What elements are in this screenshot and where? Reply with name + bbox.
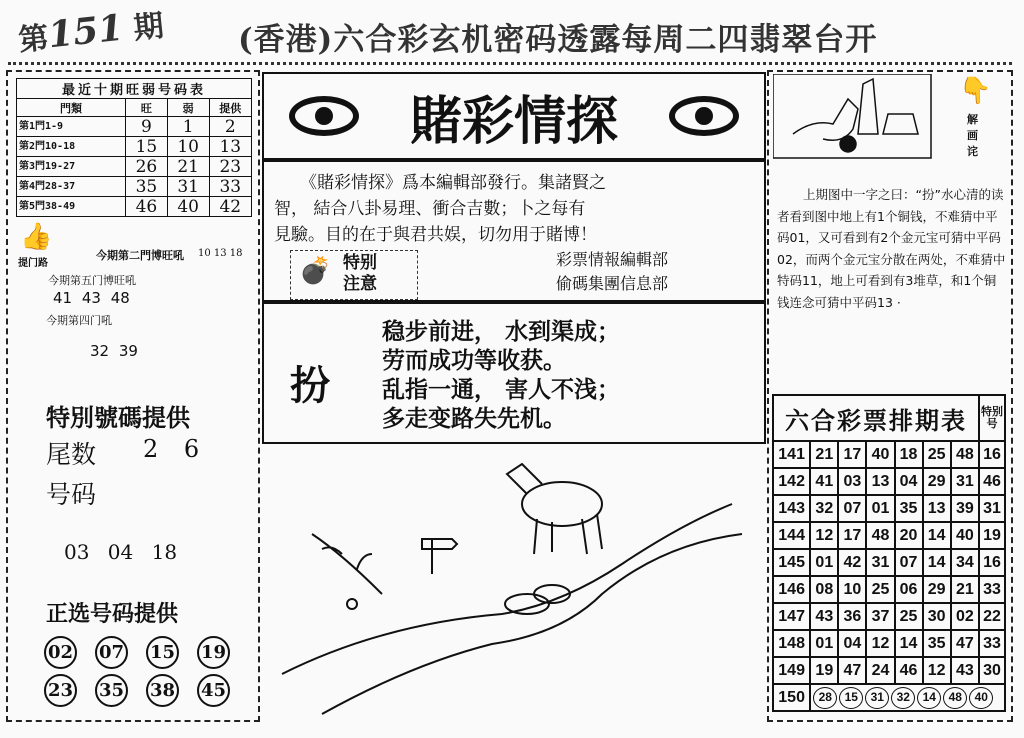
hot-cold-table [16,78,252,217]
bomb-icon: 💣 [299,256,332,286]
number-cell: 24 [866,657,894,684]
intro-box [262,160,766,302]
number-cell: 40 [866,441,894,468]
table-row [773,495,1005,522]
number-cell: 14 [923,522,951,549]
number-cell: 33 [979,630,1005,657]
number-cell: 04 [895,468,923,495]
period-cell: 148 [773,630,810,657]
table-cell: 10 [167,137,209,157]
number-cell: 25 [866,576,894,603]
code-values: 03 04 18 [64,540,178,564]
table-cell: 42 [209,197,251,217]
pick-number: 45 [197,674,230,707]
tip2-numbers: 41 43 48 [53,289,130,307]
issue-value: 151 [46,6,126,57]
table-cell: 46 [126,197,168,217]
number-cell: 41 [810,468,838,495]
table-cell: 21 [167,157,209,177]
explanation-text: 上期图中一字之曰：“扮”水心清的读者看到图中地上有1个铜钱，不难猜中平码01，又可看到有2个金元宝可猜中平码02，而两个金元宝分散在两处，不难猜中特码11，地上可看到有3堆草，和1个铜钱连念可猜中平码13 · [777,187,1006,310]
riddle-illustration [262,444,766,720]
drawn-number: 32 [891,687,915,709]
tip2-label: 今期第五门博旺吼 [48,274,136,287]
coin-icon [840,136,856,152]
table-cell: 31 [167,177,209,197]
tip1-label: 今期第二門博旺吼 [96,249,184,262]
number-cell: 48 [866,522,894,549]
notice-line: 特别 [343,253,377,273]
number-cell: 12 [866,630,894,657]
table-cell: 23 [209,157,251,177]
number-cell: 29 [923,468,951,495]
table-row [17,157,252,177]
tip3-numbers: 32 39 [90,342,138,360]
number-cell: 29 [923,576,951,603]
period-cell: 143 [773,495,810,522]
column-header: 旺 [126,99,168,117]
period-cell: 145 [773,549,810,576]
number-cell: 35 [923,630,951,657]
period-cell: 141 [773,441,810,468]
poem-line: 多走变路失先机。 [382,406,566,432]
left-column [6,70,260,722]
table-row [773,657,1005,684]
table-row [773,441,1005,468]
number-cell: 19 [810,657,838,684]
number-cell: 06 [895,576,923,603]
center-title: 賭彩情探 [409,90,618,152]
notice-box [290,250,418,300]
latest-numbers [810,684,1005,711]
special-title: 特別號碼提供 [46,404,190,432]
poem-box [262,302,766,444]
drawn-number: 40 [969,687,993,709]
number-cell: 03 [838,468,866,495]
code-label: 号码 [46,480,97,509]
table-row [773,603,1005,630]
period-cell: 149 [773,657,810,684]
title-box [262,72,766,160]
number-cell: 07 [838,495,866,522]
group-cell: 第5門38-49 [17,197,126,217]
issue-number [16,1,165,60]
table-cell: 15 [126,137,168,157]
number-cell: 35 [895,495,923,522]
number-cell: 19 [979,522,1005,549]
number-cell: 47 [951,630,979,657]
period-cell: 146 [773,576,810,603]
number-cell: 30 [979,657,1005,684]
number-cell: 25 [895,603,923,630]
key-character: 扮 [290,363,330,409]
tip1-numbers: 10 13 18 [198,248,243,259]
tip3-label: 今期第四门吼 [46,314,112,327]
number-cell: 31 [979,495,1005,522]
number-cell: 14 [923,549,951,576]
table-row [773,549,1005,576]
number-cell: 48 [951,441,979,468]
table-cell: 33 [209,177,251,197]
number-cell: 01 [866,495,894,522]
pick-number: 38 [146,674,179,707]
column-header: 弱 [167,99,209,117]
table-row [17,197,252,217]
number-cell: 31 [951,468,979,495]
pick-number: 02 [44,636,77,669]
calf-legs [507,464,602,554]
number-cell: 02 [951,603,979,630]
right-column [767,70,1013,722]
rock-icon [858,79,878,134]
header-divider [8,62,1012,67]
number-cell: 46 [895,657,923,684]
number-cell: 43 [810,603,838,630]
poem [382,318,620,434]
pick-numbers [44,634,264,710]
poem-line: 稳步前进， 水到渠成； [382,319,621,345]
number-cell: 01 [810,549,838,576]
path-line [322,534,742,714]
table-row [17,137,252,157]
table-cell: 9 [126,117,168,137]
table-cell: 2 [209,117,251,137]
plant-icon [312,534,382,594]
number-cell: 20 [895,522,923,549]
table-cell: 35 [126,177,168,197]
calf-body [522,482,602,526]
number-cell: 31 [866,549,894,576]
tail-label: 尾数 [46,440,97,469]
pointing-hand-icon: 👇 [959,76,992,106]
table-row [773,576,1005,603]
pick-number: 07 [95,636,128,669]
table-row [17,117,252,137]
period-cell: 147 [773,603,810,630]
table-row [773,522,1005,549]
signature [556,248,668,296]
drawn-number: 14 [917,687,941,709]
period-cell: 142 [773,468,810,495]
intro-line: 《賭彩情探》爲本編輯部發行。集諸賢之 [300,173,606,193]
number-cell: 34 [951,549,979,576]
riddle-picture [773,74,933,160]
tail-values: 2 6 [143,435,200,463]
poem-line: 乱指一通， 害人不浅； [382,377,621,403]
number-cell: 07 [895,549,923,576]
table-row [773,630,1005,657]
table-row [773,468,1005,495]
eye-icon [289,96,359,136]
issue-prefix: 第 [16,20,51,59]
group-cell: 第1門1-9 [17,117,126,137]
number-cell: 42 [838,549,866,576]
group-cell: 第3門19-27 [17,157,126,177]
number-cell: 47 [838,657,866,684]
number-cell: 39 [951,495,979,522]
period-cell: 144 [773,522,810,549]
sun-icon [347,599,357,609]
number-cell: 21 [810,441,838,468]
pick-title: 正选号码提供 [46,602,179,627]
number-cell: 08 [810,576,838,603]
notice-line: 注意 [343,274,377,294]
issue-suffix: 期 [131,8,166,47]
drawn-number: 31 [865,687,889,709]
table-cell: 26 [126,157,168,177]
path-line [282,504,732,674]
table-title: 最近十期旺弱号码表 [17,79,252,99]
group-cell: 第4門28-37 [17,177,126,197]
table-row [17,177,252,197]
table-cell: 13 [209,137,251,157]
page-title: (香港)六合彩玄机密码透露每周二四翡翠台开 [238,22,878,58]
number-cell: 33 [979,576,1005,603]
intro-line: 見驗。目的在于與君共娱，切勿用于賭博！ [274,225,597,245]
drawn-number: 15 [839,687,863,709]
schedule-title: 六合彩票排期表 [773,395,979,441]
number-cell: 21 [951,576,979,603]
eye-icon [669,96,739,136]
number-cell: 16 [979,549,1005,576]
number-cell: 12 [810,522,838,549]
signature-line: 偷碼集團信息部 [556,274,669,293]
number-cell: 13 [923,495,951,522]
pick-number: 19 [197,636,230,669]
intro-line: 智， 結合八卦易理、衝合吉數；卜之每有 [274,199,586,219]
period-cell: 150 [773,684,810,711]
number-cell: 17 [838,441,866,468]
number-cell: 36 [838,603,866,630]
poem-line: 劳而成功等收获。 [382,348,566,374]
number-cell: 30 [923,603,951,630]
special-header: 特别号 [979,395,1005,441]
pick-number: 23 [44,674,77,707]
number-cell: 43 [951,657,979,684]
number-cell: 13 [866,468,894,495]
number-cell: 14 [895,630,923,657]
animal-icon [793,99,858,140]
number-cell: 17 [838,522,866,549]
basin-icon [883,114,918,134]
number-cell: 18 [895,441,923,468]
drawn-number: 28 [813,687,837,709]
column-header: 提供 [209,99,251,117]
number-cell: 10 [838,576,866,603]
number-cell: 37 [866,603,894,630]
signature-line: 彩票情報編輯部 [556,250,669,269]
number-cell: 32 [810,495,838,522]
number-cell: 16 [979,441,1005,468]
table-cell: 40 [167,197,209,217]
number-cell: 04 [838,630,866,657]
number-cell: 22 [979,603,1005,630]
signpost-icon [422,539,457,574]
pick-number: 15 [146,636,179,669]
number-cell: 46 [979,468,1005,495]
number-cell: 12 [923,657,951,684]
number-cell: 01 [810,630,838,657]
schedule-table [772,394,1006,712]
tip-label: 提门路 [18,258,48,269]
table-cell: 1 [167,117,209,137]
thumbs-up-icon: 👍 [20,222,53,252]
side-label: 解画诧 [967,113,978,158]
column-header: 門類 [17,99,126,117]
group-cell: 第2門10-18 [17,137,126,157]
drawn-number: 48 [943,687,967,709]
pick-number: 35 [95,674,128,707]
number-cell: 25 [923,441,951,468]
number-cell: 40 [951,522,979,549]
